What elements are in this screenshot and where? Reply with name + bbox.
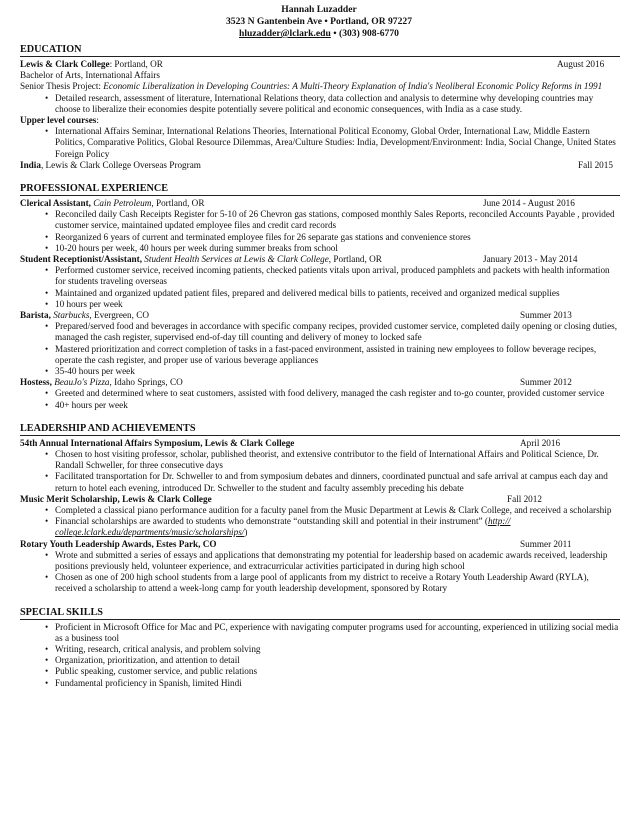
job-entry (20, 310, 620, 377)
scholarship-text: Financial scholarships are awarded to students who demonstrate “outstanding skill and potential in their instrument” ( (55, 516, 488, 527)
leadership-date: Summer 2011 (520, 538, 572, 549)
job-date: Summer 2012 (520, 377, 572, 388)
job-entry (20, 377, 620, 411)
education-heading: EDUCATION (20, 44, 620, 57)
job-location: , Portland, OR (151, 198, 205, 208)
list-item: • Fundamental proficiency in Spanish, limited Hindi (55, 678, 620, 689)
job-header: Clerical Assistant, Cain Petroleum, Portland, OR June 2014 - August 2016 (20, 198, 575, 208)
list-item: • Prepared/served food and beverages in accordance with specific company recipes, provided customer service, completed daily opening or closing duties, managed the cash register, supervised end-of-day till counting and delivery of money to locked safe (55, 321, 620, 343)
job-bullets (20, 265, 620, 310)
india-label: India (20, 159, 41, 170)
job-role: Clerical Assistant (20, 198, 89, 208)
list-item: • Performed customer service, received incoming patients, checked patients vitals upon arrival, produced pamphlets and packets with health information for students traveling overseas (55, 265, 620, 287)
degree: Bachelor of Arts, International Affairs (20, 70, 160, 81)
phone-number: (303) 908-6770 (339, 28, 399, 39)
school-location: : Portland, OR (109, 59, 163, 69)
list-item: • Chosen to host visiting professor, scholar, published theorist, and extensive contributor to the field of International Affairs and Political Science, Dr. Randall Schweller, for three consecutive days (55, 449, 620, 471)
scholarship-link[interactable]: http:// college.lclark.edu/departments/music/scholarships/ (55, 516, 511, 538)
experience-heading: PROFESSIONAL EXPERIENCE (20, 183, 620, 196)
leadership-entry (20, 438, 620, 494)
leadership-heading: LEADERSHIP AND ACHIEVEMENTS (20, 423, 620, 436)
thesis-title: Economic Liberalization in Developing Countries: A Multi-Theory Explanation of India's Neoliberal Economic Policy Reforms in 1991 (103, 81, 603, 92)
contact-line (0, 28, 638, 40)
list-item: • Organization, prioritization, and attention to detail (55, 655, 620, 666)
list-item: • Completed a classical piano performance audition for a faculty panel from the Music Department at Lewis & Clark College, and received a scholarship (55, 505, 620, 516)
job-role: Hostess (20, 377, 50, 388)
job-header: Student Receptionist/Assistant, Student Health Services at Lewis & Clark College, Portland, OR January 2013 - May 2014 (20, 254, 578, 264)
job-org: Cain Petroleum (93, 198, 152, 208)
list-item: • Detailed research, assessment of literature, International Relations theory, data collection and analysis to determine why developing countries may choose to liberalize their economies despite potentially severe political and economic consequences, with India as a case study. (55, 93, 620, 115)
job-bullets (20, 209, 620, 254)
courses-label: Upper level courses (20, 115, 97, 125)
job-header: Barista, Starbucks, Evergreen, CO Summer 2013 (20, 310, 572, 320)
skills-heading: SPECIAL SKILLS (20, 607, 620, 620)
list-item: • Proficient in Microsoft Office for Mac and PC, experience with navigating computer programs used for accounting, experienced in utilizing social media as a business tool (55, 622, 620, 644)
job-role: Barista (20, 310, 49, 320)
list-item: • 40+ hours per week (55, 400, 620, 411)
job-org: Starbucks (53, 310, 90, 320)
leadership-header (20, 494, 620, 505)
graduation-date: August 2016 (557, 59, 605, 69)
job-location: , Portland, OR (328, 254, 382, 264)
courses-bullets (20, 126, 620, 160)
list-item: • International Affairs Seminar, International Relations Theories, International Political Economy, Global Order, International Law, Middle Eastern Politics, Comparative Politics, Global Resource Dilemmas, Area/Culture Studies: India, Development/Environment: India, Social Change, United States Foreign Policy (55, 126, 620, 160)
leadership-bullets (20, 505, 620, 539)
job-date: June 2014 - August 2016 (483, 198, 575, 208)
email-link[interactable]: hluzadder@lclark.edu (239, 28, 331, 39)
applicant-address: 3523 N Gantenbein Ave • Portland, OR 97227 (226, 16, 412, 27)
list-item: • Writing, research, critical analysis, and problem solving (55, 644, 620, 655)
job-location: , Evergreen, CO (89, 310, 149, 320)
list-item: • Reconciled daily Cash Receipts Register for 5-10 of 26 Chevron gas stations, composed monthly Sales Reports, reconciled Accounts Payable , provided customer service, maintained updated employee files and credit card records (55, 209, 620, 231)
job-location: , Idaho Springs, CO (109, 377, 183, 388)
leadership-entry (20, 539, 620, 595)
list-item: • Greeted and determined where to seat customers, assisted with food delivery, managed the cash register and to-go counter, provided customer service (55, 388, 620, 399)
india-program: , Lewis & Clark College Overseas Program (40, 159, 201, 170)
courses-line (20, 115, 620, 126)
list-item: • Public speaking, customer service, and public relations (55, 666, 620, 677)
job-date: January 2013 - May 2014 (483, 254, 578, 264)
india-date: Fall 2015 (578, 159, 613, 170)
link-close-paren: ) (244, 527, 248, 538)
list-item (55, 516, 620, 538)
school-name: Lewis & Clark College (20, 59, 110, 69)
job-entry (20, 254, 620, 310)
list-item: • Maintained and organized updated patient files, prepared and delivered medical bills to patients, received and organized medical supplies (55, 288, 620, 299)
job-role: Student Receptionist/Assistant (20, 254, 140, 264)
thesis-line (20, 81, 620, 92)
leadership-header (20, 539, 620, 550)
leadership-section (20, 423, 620, 595)
job-date: Summer 2013 (520, 310, 572, 320)
experience-section (20, 183, 620, 411)
leadership-title: Music Merit Scholarship, Lewis & Clark College (20, 493, 212, 504)
job-header: Hostess, BeauJo's Pizza, Idaho Springs, CO Summer 2012 (20, 377, 572, 388)
list-item: • Chosen as one of 200 high school students from a large pool of applicants from my district to receive a Rotary Youth Leadership Award (RYLA), received a scholarship to attend a week-long camp for youth leadership development, sponsored by Rotary (55, 572, 620, 594)
list-item: • Reorganized 6 years of current and terminated employee files for 26 separate gas stations and convenience stores (55, 232, 620, 243)
list-item: • 10-20 hours per week, 40 hours per week during summer breaks from school (55, 243, 620, 254)
resume-header (0, 4, 638, 40)
school-row (20, 59, 620, 70)
applicant-name: Hannah Luzadder (281, 4, 357, 15)
skills-section (20, 607, 620, 689)
leadership-header (20, 438, 620, 449)
list-item: • 10 hours per week (55, 299, 620, 310)
india-row (20, 160, 620, 171)
education-section (20, 44, 620, 171)
list-item: • 35-40 hours per week (55, 366, 620, 377)
job-bullets (20, 388, 620, 410)
job-org: BeauJo's Pizza (54, 377, 110, 388)
leadership-bullets (20, 449, 620, 494)
leadership-date: Fall 2012 (507, 493, 542, 504)
leadership-date: April 2016 (520, 437, 561, 448)
job-entry (20, 198, 620, 254)
list-item: • Mastered prioritization and correct completion of tasks in a fast-paced environment, assisted in training new employees to follow beverage recipes, operate the cash register, and proper use of various beverage appliances (55, 344, 620, 366)
courses-colon: : (96, 115, 99, 125)
skills-bullets (20, 622, 620, 689)
thesis-bullets (20, 93, 620, 115)
resume-body (20, 44, 620, 689)
leadership-bullets (20, 550, 620, 595)
thesis-label: Senior Thesis Project: (20, 81, 104, 92)
leadership-title: Rotary Youth Leadership Awards, Estes Park, CO (20, 538, 217, 549)
job-org: Student Health Services at Lewis & Clark College (144, 254, 329, 264)
list-item: • Wrote and submitted a series of essays and applications that demonstrating my potential for leadership based on academic awards received, leadership positions previously held, volunteer experience, and extracurricular activities participated in during high school (55, 550, 620, 572)
contact-separator: • (330, 28, 339, 39)
job-bullets (20, 321, 620, 377)
leadership-entry (20, 494, 620, 539)
leadership-title: 54th Annual International Affairs Symposium, Lewis & Clark College (20, 437, 295, 448)
list-item: • Facilitated transportation for Dr. Schweller to and from symposium debates and dinners, coordinated punctual and safe arrival at campus each day and return to hotel each evening, introduced Dr. Schweller to the student and faculty assembly preceding his debate (55, 471, 620, 493)
